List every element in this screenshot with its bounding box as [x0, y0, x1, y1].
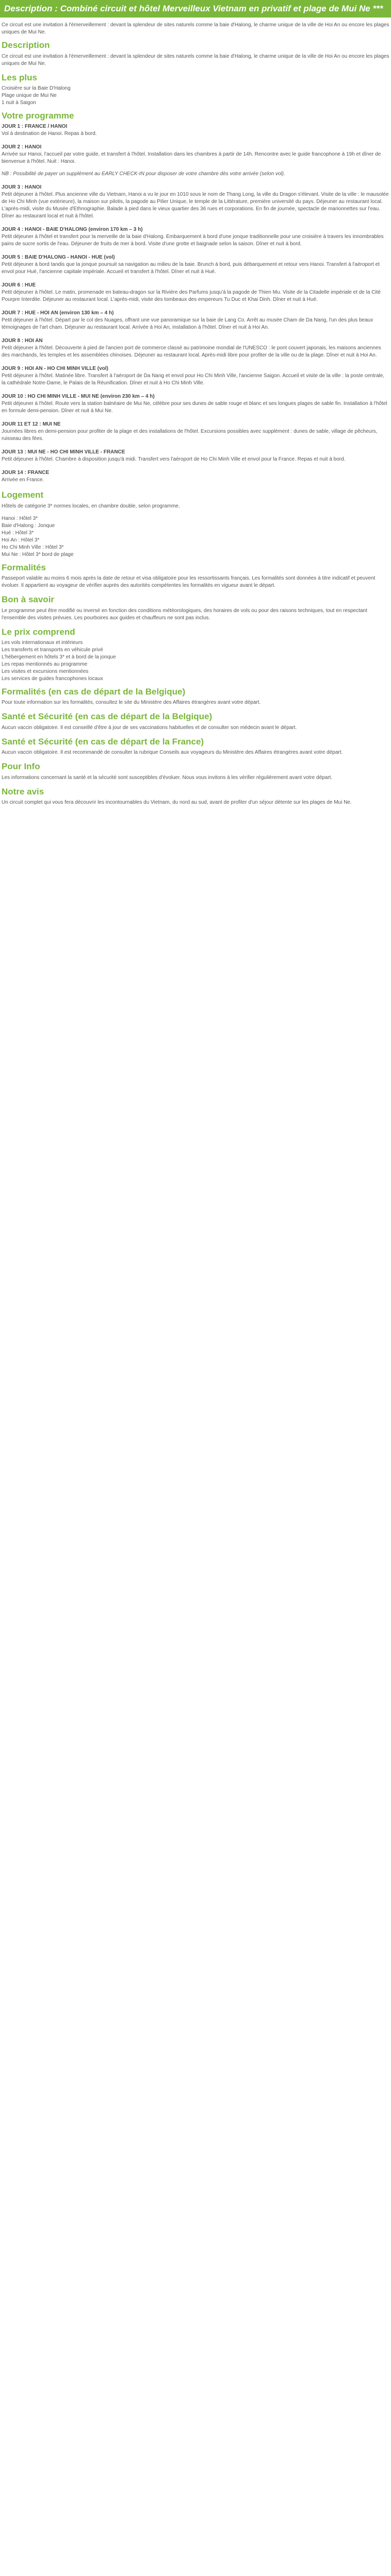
day-text: Journées libres en demi-pension pour profiter de la plage et des installations de l'hôtel. Excursions possibles avec supplément : dunes de sable, village de pêcheurs, ruisseau des fées. [2, 429, 378, 442]
day-label: JOUR 10 : HO CHI MINH VILLE - MUI NE (environ 230 km – 4 h) [2, 394, 155, 400]
day-text: Petit déjeuner à l'hôtel. Le matin, promenade en bateau-dragon sur la Rivière des Parfums jusqu'à la pagode de Thien Mu. Visite de la Citadelle impériale et de la Cité Pourpre Interdite. Déjeuner au restaurant local. L'après-midi, visite des tombeaux des empereurs Tu Duc et Khai Dinh. Dîner et nuit à Hué. [2, 290, 381, 303]
logement-item: Hoi An : Hôtel 3* [2, 537, 40, 543]
logement-text: Hôtels de catégorie 3* normes locales, en chambre double, selon programme. [2, 503, 180, 509]
notre-avis-section [0, 787, 391, 806]
day-text: Petit déjeuner à l'hôtel. Chambre à disposition jusqu'à midi. Transfert vers l'aéroport de Ho Chi Minh Ville et envol pour la France. Repas et nuit à bord. [2, 456, 346, 463]
formalites-be-heading: Formalités (en cas de départ de la Belgique) [2, 686, 186, 697]
day-block [2, 254, 389, 276]
bon-a-savoir-section [0, 595, 391, 621]
day-label: JOUR 2 : HANOI [2, 144, 42, 150]
logement-list [2, 515, 389, 558]
day-text: Petit déjeuner à bord tandis que la jonque poursuit sa navigation au milieu de la baie. Brunch à bord, puis débarquement et retour vers Hanoi. Transfert à l'aéroport et envol pour Hué, l'ancienne capitale impériale. Accueil et transfert à l'hôtel. Dîner et nuit à Hué. [2, 262, 380, 275]
programme-section [0, 111, 391, 484]
sante-be-text: Aucun vaccin obligatoire. Il est conseillé d'être à jour de ses vaccinations habituelles et de consulter son médecin avant le départ. [2, 724, 297, 731]
prix-item: Les transferts et transports en véhicule privé [2, 647, 103, 653]
day-block [2, 144, 389, 178]
day-label: JOUR 9 : HOI AN - HO CHI MINH VILLE (vol) [2, 366, 108, 372]
programme-heading: Votre programme [2, 111, 74, 121]
day-label: JOUR 6 : HUE [2, 282, 36, 289]
day-text: Arrivée en France. [2, 477, 44, 483]
formalites-be-section [0, 687, 391, 706]
intro-text: Ce circuit est une invitation à l'émerveillement : devant la splendeur de sites naturels comme la baie d'Halong, le charme unique de la ville de Hoi An ou encore les plages uniques de Mui Ne. [2, 22, 389, 36]
day-block [2, 393, 389, 415]
day-label: JOUR 13 : MUI NE - HO CHI MINH VILLE - FRANCE [2, 449, 125, 455]
bon-a-savoir-heading: Bon à savoir [2, 595, 55, 605]
day-text: Petit déjeuner à l'hôtel et transfert pour la merveille de la baie d'Halong. Embarquement à bord d'une jonque traditionnelle pour une croisière à travers les innombrables pains de sucre sortis de l'eau. Déjeuner de fruits de mer à bord. Visite d'une grotte et baignade selon la saison. Dîner et nuit à bord. [2, 234, 384, 247]
plus-heading: Les plus [2, 72, 37, 82]
page-title: Description : Combiné circuit et hôtel Merveilleux Vietnam en privatif et plage de Mui Ne *** [0, 0, 391, 18]
prix-item: Les visites et excursions mentionnées [2, 668, 89, 674]
day-block [2, 184, 389, 220]
day-block [2, 449, 389, 463]
day-note: NB : Possibilité de payer un supplément au EARLY CHECK-IN pour disposer de votre chambre dès votre arrivée (selon vol). [2, 171, 285, 177]
day-block [2, 226, 389, 248]
sante-fr-text: Aucun vaccin obligatoire. Il est recommandé de consulter la rubrique Conseils aux voyageurs du Ministère des Affaires étrangères avant votre départ. [2, 750, 343, 756]
plus-item: Croisière sur la Baie D'Halong [2, 86, 71, 92]
day-label: JOUR 4 : HANOI - BAIE D'HALONG (environ 170 km – 3 h) [2, 227, 143, 233]
formalites-be-text: Pour toute information sur les formalités, consultez le site du Ministère des Affaires étrangères avant votre départ. [2, 700, 261, 706]
prix-item: Les vols internationaux et intérieurs [2, 639, 83, 646]
logement-item: Baie d'Halong : Jonque [2, 522, 55, 529]
notre-avis-text: Un circuit complet qui vous fera découvrir les incontournables du Vietnam, du nord au sud, avant de profiter d'un séjour détente sur les plages de Mui Ne. [2, 799, 352, 805]
bon-a-savoir-text: Le programme peut être modifié ou inversé en fonction des conditions météorologiques, des horaires de vols ou pour des raisons techniques, tout en respectant l'ensemble des visites prévues. Les pourboires aux guides et chauffeurs ne sont pas inclus. [2, 607, 367, 621]
day-block [2, 421, 389, 443]
day-text: Petit déjeuner à l'hôtel. Matinée libre. Transfert à l'aéroport de Da Nang et envol pour Ho Chi Minh Ville, l'ancienne Saigon. Accueil et visite de la ville : la poste centrale, la cathédrale Notre-Dame, le Palais de la Réunification. Dîner et nuit à Ho Chi Minh Ville. [2, 373, 385, 386]
info-text: Les informations concernant la santé et la sécurité sont susceptibles d'évoluer. Nous vous invitons à les vérifier régulièrement avant votre départ. [2, 774, 333, 781]
logement-heading: Logement [2, 490, 44, 500]
description-text: Ce circuit est une invitation à l'émerveillement : devant la splendeur de sites naturels comme la baie d'Halong, le charme unique de la ville de Hoi An ou encore les plages uniques de Mui Ne. [2, 53, 389, 66]
prix-item: Les services de guides francophones locaux [2, 675, 103, 682]
day-label: JOUR 3 : HANOI [2, 184, 42, 191]
day-label: JOUR 8 : HOI AN [2, 338, 43, 344]
day-text: Petit déjeuner à l'hôtel. Plus ancienne ville du Vietnam, Hanoi a vu le jour en 1010 sous le nom de Thang Long, la ville du Dragon s'élevant. Visite de la ville : le mausolée de Ho Chi Minh (vue extérieure), la maison sur pilotis, la pagode au Pilier Unique, le temple de la Littérature, première université du pays. Déjeuner au restaurant local. L'après-midi, visite du Musée d'Ethnographie. Balade à pied dans le vieux quartier des 36 rues et corporations. En fin de journée, spectacle de marionnettes sur l'eau. Dîner au restaurant local et nuit à l'hôtel. [2, 192, 389, 219]
prix-list [2, 639, 389, 683]
description-heading: Description [2, 40, 50, 50]
day-block [2, 310, 389, 331]
formalites-text: Passeport valable au moins 6 mois après la date de retour et visa obligatoire pour les ressortissants français. Les formalités sont données à titre indicatif et peuvent évoluer. Il appartient au voyageur de vérifier auprès des autorités compétentes les formalités en vigueur avant le départ. [2, 575, 376, 589]
formalites-heading: Formalités [2, 562, 46, 572]
plus-section [0, 73, 391, 107]
prix-heading: Le prix comprend [2, 626, 75, 637]
day-block [2, 365, 389, 387]
day-block [2, 337, 389, 359]
day-label: JOUR 14 : FRANCE [2, 470, 50, 476]
day-text: Arrivée sur Hanoi, l'accueil par votre guide, et transfert à l'hôtel. Installation dans les chambres à partir de 14h. Rencontre avec le guide francophone à 19h et dîner de bienvenue à l'hôtel. Nuit : Hanoi. [2, 151, 381, 165]
sante-be-section [0, 711, 391, 731]
day-block [2, 469, 389, 484]
day-text: Petit déjeuner à l'hôtel. Découverte à pied de l'ancien port de commerce classé au patrimoine mondial de l'UNESCO : le pont couvert japonais, les maisons anciennes des marchands, les temples et les assemblées chinoises. Déjeuner au restaurant local. Après-midi libre pour profiter de la ville ou de la plage. Dîner et nuit à Hoi An. [2, 345, 381, 359]
day-label: JOUR 1 : FRANCE / HANOI [2, 124, 68, 130]
plus-list [2, 85, 389, 107]
day-block [2, 123, 389, 138]
day-label: JOUR 11 ET 12 : MUI NE [2, 421, 61, 428]
formalites-section [0, 563, 391, 589]
notre-avis-heading: Notre avis [2, 786, 44, 796]
logement-section [0, 490, 391, 558]
prix-item: Les repas mentionnés au programme [2, 661, 88, 667]
logement-item: Mui Ne : Hôtel 3* bord de plage [2, 551, 74, 557]
sante-fr-section [0, 737, 391, 756]
logement-item: Hanoi : Hôtel 3* [2, 515, 38, 521]
logement-item: Hué : Hôtel 3* [2, 530, 34, 536]
info-section [0, 761, 391, 781]
prix-section [0, 627, 391, 683]
day-text: Petit déjeuner à l'hôtel. Départ par le col des Nuages, offrant une vue panoramique sur la baie de Lang Co. Arrêt au musée Cham de Da Nang, l'un des plus beaux témoignages de l'art cham. Déjeuner au restaurant local. Arrivée à Hoi An, installation à l'hôtel. Dîner et nuit à Hoi An. [2, 317, 373, 331]
sante-fr-heading: Santé et Sécurité (en cas de départ de la France) [2, 736, 204, 747]
day-block [2, 282, 389, 303]
prix-item: L'hébergement en hôtels 3* et à bord de la jonque [2, 654, 116, 660]
plus-item: 1 nuit à Saigon [2, 100, 36, 106]
info-heading: Pour Info [2, 761, 40, 772]
day-label: JOUR 5 : BAIE D'HALONG - HANOI - HUE (vol) [2, 255, 115, 261]
plus-item: Plage unique de Mui Ne [2, 93, 57, 99]
day-text: Vol à destination de Hanoi. Repas à bord. [2, 131, 97, 137]
day-text: Petit déjeuner à l'hôtel. Route vers la station balnéaire de Mui Ne, célèbre pour ses dunes de sable rouge et blanc et ses longues plages de sable fin. Installation à l'hôtel en formule demi-pension. Dîner et nuit à Mui Ne. [2, 401, 387, 414]
logement-item: Ho Chi Minh Ville : Hôtel 3* [2, 544, 64, 550]
day-label: JOUR 7 : HUE - HOI AN (environ 130 km – 4 h) [2, 310, 114, 316]
description-section [0, 40, 391, 67]
sante-be-heading: Santé et Sécurité (en cas de départ de la Belgique) [2, 711, 213, 722]
